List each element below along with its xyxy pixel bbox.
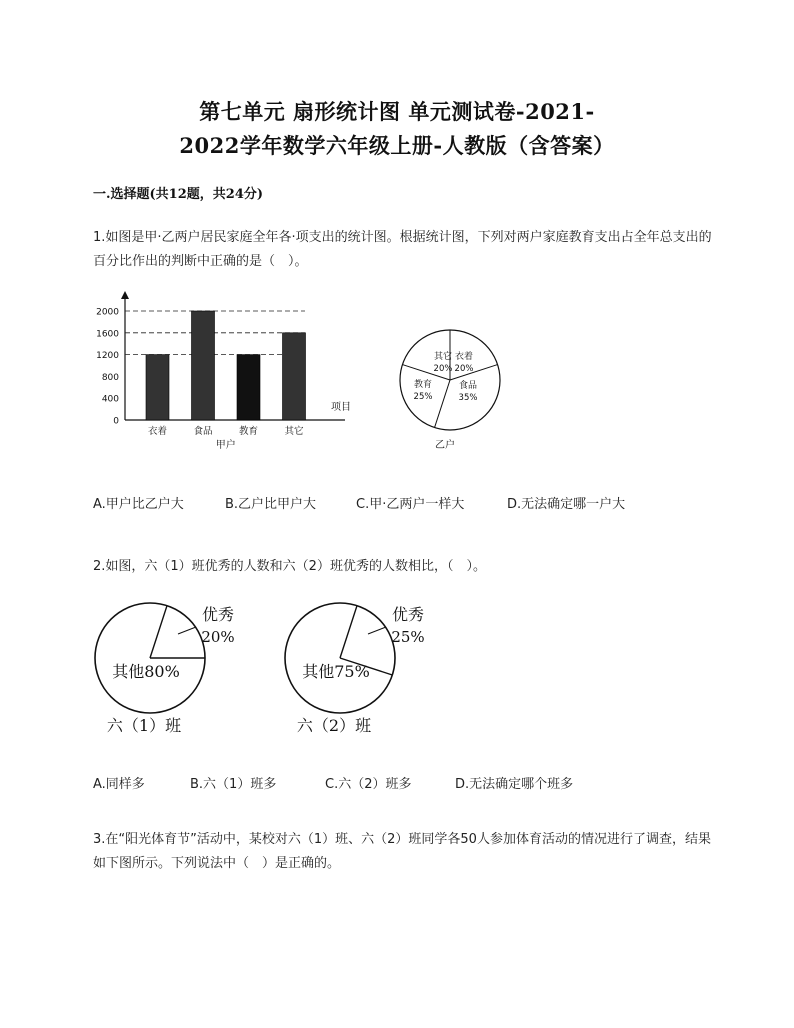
pie-chart-yihu xyxy=(395,325,515,465)
x-tick-label: 食品 xyxy=(193,426,213,437)
pie-slice-label: 其他75% xyxy=(302,662,370,681)
question-3-text: 3.在“阳光体育节”活动中，某校对六（1）班、六（2）班同学各50人参加体育活动的情况进行了调查，结果如下图所示。下列说法中（ ）是正确的。 xyxy=(93,832,711,871)
bar-其它 xyxy=(283,333,306,420)
pie-slice-label: 食品 xyxy=(458,381,478,391)
y-tick-label: 1200 xyxy=(96,351,119,362)
x-tick-label: 衣着 xyxy=(147,426,168,437)
pie-slice-label: 衣着 xyxy=(454,352,474,362)
pie-slice-pct: 35% xyxy=(458,393,478,403)
y-tick-label: 0 xyxy=(113,416,119,427)
pie-slice-pct: 20% xyxy=(454,364,474,374)
y-tick-label: 2000 xyxy=(96,307,119,318)
chart-title: 乙户 xyxy=(435,440,455,451)
bar-食品 xyxy=(192,311,215,420)
pie-chart-class-2 xyxy=(280,595,450,745)
chart-title: 六（1）班 xyxy=(106,716,182,735)
y-axis-arrow-icon xyxy=(121,291,129,299)
chart-title: 六（2）班 xyxy=(296,716,372,735)
chart-title: 甲户 xyxy=(215,440,236,451)
y-tick-label: 400 xyxy=(101,394,119,405)
section-heading: 一.选择题(共12题，共24分) xyxy=(93,187,264,202)
q2-option-a[interactable]: A.同样多 xyxy=(93,777,145,792)
pie-slice-pct: 25% xyxy=(391,628,425,646)
q1-option-b[interactable]: B.乙户比甲户大 xyxy=(225,497,317,512)
x-axis-label: 项目 xyxy=(331,402,351,413)
q1-option-a[interactable]: A.甲户比乙户大 xyxy=(93,497,184,512)
y-tick-label: 1600 xyxy=(96,329,119,340)
doc-title-line2: 2022学年数学六年级上册-人教版（含答案） xyxy=(179,133,615,158)
q2-option-b[interactable]: B.六（1）班多 xyxy=(190,777,277,792)
pie-chart-class-1 xyxy=(90,595,260,745)
bar-chart-jiahu xyxy=(90,290,360,455)
question-2-text: 2.如图，六（1）班优秀的人数和六（2）班优秀的人数相比，（ ）。 xyxy=(93,559,486,574)
q1-option-d[interactable]: D.无法确定哪一户大 xyxy=(507,497,626,512)
x-tick-label: 教育 xyxy=(238,426,259,437)
y-tick-label: 800 xyxy=(101,372,119,383)
doc-title-line1: 第七单元 扇形统计图 单元测试卷-2021- xyxy=(199,99,595,124)
pie-slice-pct: 20% xyxy=(201,628,235,646)
q2-option-c[interactable]: C.六（2）班多 xyxy=(325,777,412,792)
pie-slice-pct: 25% xyxy=(413,392,433,402)
bar-衣着 xyxy=(146,355,169,420)
q1-option-c[interactable]: C.甲·乙两户一样大 xyxy=(356,497,465,512)
q2-option-d[interactable]: D.无法确定哪个班多 xyxy=(455,777,574,792)
bar-教育 xyxy=(237,355,260,420)
question-1-text: 1.如图是甲·乙两户居民家庭全年各·项支出的统计图。根据统计图，下列对两户家庭教育支出占全年总支出的百分比作出的判断中正确的是（ ）。 xyxy=(93,230,712,269)
pie-slice-label: 教育 xyxy=(413,380,433,390)
pie-slice-pct: 20% xyxy=(433,364,453,374)
x-tick-label: 其它 xyxy=(284,426,304,437)
pie-slice-label: 优秀 xyxy=(201,605,235,624)
pie-slice-label: 优秀 xyxy=(391,605,425,624)
pie-slice-label: 其他80% xyxy=(112,662,180,681)
pie-slice-label: 其它 xyxy=(433,352,453,362)
